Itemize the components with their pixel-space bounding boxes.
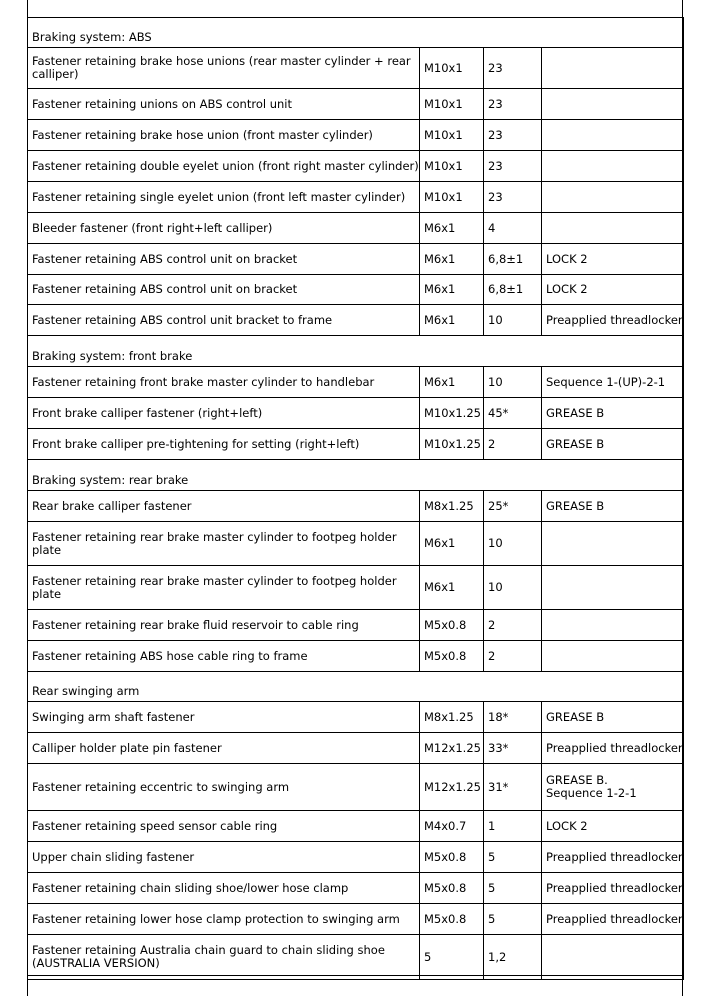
note-text: Preapplied threadlocker — [546, 911, 683, 926]
table-row — [28, 764, 684, 811]
torque-cell: 2 — [484, 429, 542, 460]
notes-cell — [542, 89, 684, 120]
description-cell: Fastener retaining ABS control unit on bracket — [28, 244, 420, 275]
description-cell: Fastener retaining Australia chain guard to chain sliding shoe (AUSTRALIA VERSION) — [28, 935, 420, 980]
table-row — [28, 733, 684, 764]
notes-cell — [542, 764, 684, 811]
description-cell: Fastener retaining single eyelet union (front left master cylinder) — [28, 182, 420, 213]
thread-cell: M10x1 — [420, 48, 484, 89]
description-cell: Fastener retaining double eyelet union (front right master cylinder) — [28, 151, 420, 182]
description-cell: Rear brake calliper fastener — [28, 491, 420, 522]
thread-cell: M10x1 — [420, 182, 484, 213]
torque-cell: 1 — [484, 811, 542, 842]
torque-cell: 45* — [484, 398, 542, 429]
description-cell: Fastener retaining speed sensor cable ring — [28, 811, 420, 842]
notes-cell — [542, 244, 684, 275]
table-row — [28, 120, 684, 151]
note-text: LOCK 2 — [546, 251, 588, 266]
notes-cell — [542, 120, 684, 151]
notes-cell — [542, 566, 684, 610]
torque-cell: 10 — [484, 367, 542, 398]
note-text: Sequence 1-(UP)-2-1 — [546, 374, 666, 389]
table-row — [28, 811, 684, 842]
notes-cell — [542, 48, 684, 89]
notes-cell — [542, 367, 684, 398]
description-cell: Calliper holder plate pin fastener — [28, 733, 420, 764]
torque-cell: 23 — [484, 89, 542, 120]
notes-cell — [542, 491, 684, 522]
torque-cell: 33* — [484, 733, 542, 764]
section-row — [28, 336, 684, 367]
table-row — [28, 566, 684, 610]
thread-cell: M8x1.25 — [420, 491, 484, 522]
note-text: LOCK 2 — [546, 282, 588, 296]
description-cell: Swinging arm shaft fastener — [28, 702, 420, 733]
section-title: Rear swinging arm — [28, 672, 684, 702]
note-text: Preapplied threadlocker — [546, 849, 683, 864]
section-title: Braking system: ABS — [28, 18, 684, 48]
torque-cell: 18* — [484, 702, 542, 733]
thread-cell: M6x1 — [420, 566, 484, 610]
thread-cell: M8x1.25 — [420, 702, 484, 733]
thread-cell: M5x0.8 — [420, 610, 484, 641]
table-row — [28, 89, 684, 120]
description-cell: Fastener retaining rear brake master cylinder to footpeg holder plate — [28, 566, 420, 610]
note-text: Sequence 1-2-1 — [546, 786, 637, 800]
table-row — [28, 522, 684, 566]
note-text: GREASE B — [546, 436, 605, 451]
notes-cell — [542, 904, 684, 935]
torque-cell: 23 — [484, 120, 542, 151]
description-cell: Fastener retaining chain sliding shoe/lower hose clamp — [28, 873, 420, 904]
thread-cell: M6x1 — [420, 305, 484, 336]
section-row — [28, 672, 684, 702]
thread-cell: M10x1 — [420, 89, 484, 120]
torque-specification-table — [27, 17, 684, 980]
torque-cell: 4 — [484, 213, 542, 244]
table-row — [28, 305, 684, 336]
note-text: LOCK 2 — [546, 818, 588, 833]
description-cell: Upper chain sliding fastener — [28, 842, 420, 873]
table-row — [28, 213, 684, 244]
torque-cell: 1,2 — [484, 935, 542, 980]
thread-cell: M6x1 — [420, 275, 484, 305]
thread-cell: M4x0.7 — [420, 811, 484, 842]
notes-cell — [542, 151, 684, 182]
table-row — [28, 491, 684, 522]
thread-cell: 5 — [420, 935, 484, 980]
description-cell: Fastener retaining ABS control unit on bracket — [28, 275, 420, 305]
description-cell: Fastener retaining lower hose clamp protection to swinging arm — [28, 904, 420, 935]
description-cell: Fastener retaining rear brake master cylinder to footpeg holder plate — [28, 522, 420, 566]
description-cell: Fastener retaining eccentric to swinging arm — [28, 764, 420, 811]
table-row — [28, 641, 684, 672]
notes-cell — [542, 213, 684, 244]
note-text: Preapplied threadlocker — [546, 740, 683, 755]
notes-cell — [542, 935, 684, 980]
notes-cell — [542, 610, 684, 641]
thread-cell: M10x1 — [420, 120, 484, 151]
notes-cell — [542, 305, 684, 336]
note-text: Preapplied threadlocker — [546, 880, 683, 895]
notes-cell — [542, 842, 684, 873]
notes-cell — [542, 275, 684, 305]
note-text: GREASE B — [546, 405, 605, 420]
description-cell: Fastener retaining rear brake fluid reservoir to cable ring — [28, 610, 420, 641]
table-row — [28, 904, 684, 935]
notes-cell — [542, 811, 684, 842]
notes-cell — [542, 398, 684, 429]
thread-cell: M12x1.25 — [420, 733, 484, 764]
thread-cell: M5x0.8 — [420, 641, 484, 672]
torque-cell: 2 — [484, 641, 542, 672]
description-cell: Fastener retaining ABS control unit bracket to frame — [28, 305, 420, 336]
torque-cell: 2 — [484, 610, 542, 641]
table-row — [28, 151, 684, 182]
table-row — [28, 702, 684, 733]
table-row — [28, 842, 684, 873]
note-text: Preapplied threadlocker — [546, 312, 683, 327]
description-cell: Front brake calliper fastener (right+left) — [28, 398, 420, 429]
section-title: Braking system: front brake — [28, 336, 684, 367]
torque-cell: 23 — [484, 182, 542, 213]
table-row — [28, 398, 684, 429]
thread-cell: M10x1.25 — [420, 429, 484, 460]
section-row — [28, 460, 684, 491]
table-row — [28, 48, 684, 89]
description-cell: Fastener retaining front brake master cylinder to handlebar — [28, 367, 420, 398]
torque-cell: 23 — [484, 151, 542, 182]
notes-cell — [542, 522, 684, 566]
table-row — [28, 429, 684, 460]
notes-cell — [542, 873, 684, 904]
thread-cell: M10x1 — [420, 151, 484, 182]
thread-cell: M6x1 — [420, 522, 484, 566]
torque-cell: 31* — [484, 764, 542, 811]
thread-cell: M5x0.8 — [420, 873, 484, 904]
torque-cell: 10 — [484, 566, 542, 610]
table-bottom-rule — [27, 975, 683, 976]
notes-cell — [542, 429, 684, 460]
table-row — [28, 610, 684, 641]
section-row — [28, 18, 684, 48]
table-body — [28, 18, 684, 980]
note-text: GREASE B — [546, 498, 605, 513]
torque-cell: 25* — [484, 491, 542, 522]
table-row — [28, 935, 684, 980]
torque-cell: 5 — [484, 842, 542, 873]
torque-cell: 6,8±1 — [484, 275, 542, 305]
thread-cell: M6x1 — [420, 213, 484, 244]
torque-cell: 10 — [484, 522, 542, 566]
description-cell: Fastener retaining unions on ABS control unit — [28, 89, 420, 120]
thread-cell: M10x1.25 — [420, 398, 484, 429]
torque-cell: 6,8±1 — [484, 244, 542, 275]
note-text: GREASE B. — [546, 773, 608, 787]
thread-cell: M6x1 — [420, 244, 484, 275]
table-row — [28, 182, 684, 213]
torque-cell: 23 — [484, 48, 542, 89]
description-cell: Fastener retaining ABS hose cable ring to frame — [28, 641, 420, 672]
thread-cell: M5x0.8 — [420, 904, 484, 935]
torque-cell: 10 — [484, 305, 542, 336]
table-row — [28, 244, 684, 275]
torque-cell: 5 — [484, 904, 542, 935]
notes-cell — [542, 641, 684, 672]
notes-cell — [542, 702, 684, 733]
table-row — [28, 367, 684, 398]
section-title: Braking system: rear brake — [28, 460, 684, 491]
table-row — [28, 275, 684, 305]
description-cell: Bleeder fastener (front right+left calliper) — [28, 213, 420, 244]
description-cell: Fastener retaining brake hose union (front master cylinder) — [28, 120, 420, 151]
description-cell: Front brake calliper pre-tightening for setting (right+left) — [28, 429, 420, 460]
table-row — [28, 873, 684, 904]
note-text: GREASE B — [546, 709, 605, 724]
torque-cell: 5 — [484, 873, 542, 904]
notes-cell — [542, 733, 684, 764]
notes-cell — [542, 182, 684, 213]
thread-cell: M5x0.8 — [420, 842, 484, 873]
thread-cell: M6x1 — [420, 367, 484, 398]
thread-cell: M12x1.25 — [420, 764, 484, 811]
description-cell: Fastener retaining brake hose unions (rear master cylinder + rear calliper) — [28, 48, 420, 89]
